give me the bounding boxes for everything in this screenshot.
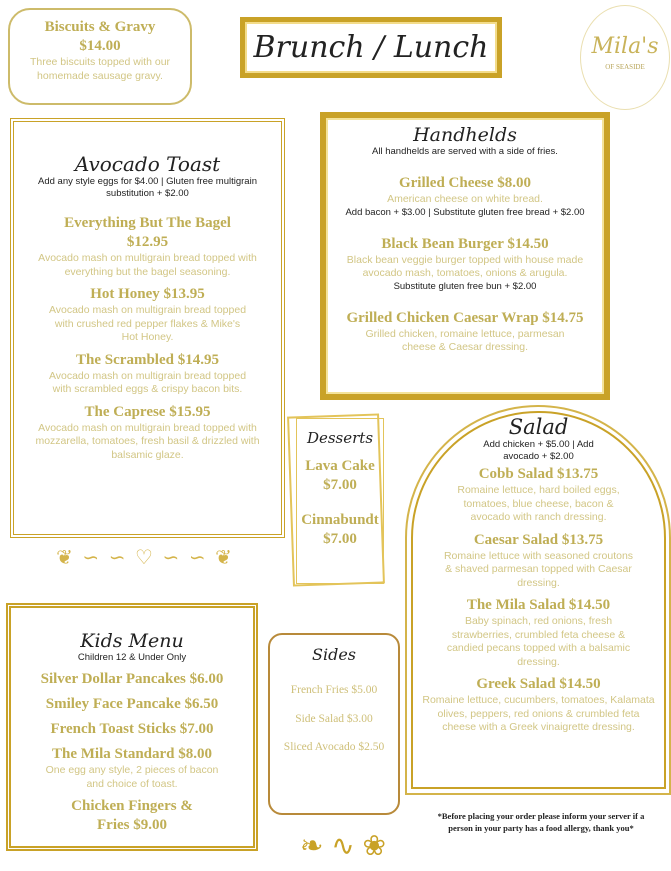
menu-item: Caesar Salad $13.75 Romaine lettuce with seasoned croutons & shaved parmesan topped with Caesar dressing.: [443, 531, 634, 589]
swirl-ornament: ❧ ∿ ❀: [300, 830, 386, 861]
menu-item: Lava Cake $7.00: [305, 458, 375, 493]
logo: Mila's OF SEASIDE: [580, 5, 670, 110]
section-title: Avocado Toast: [74, 152, 221, 176]
menu-item: French Toast Sticks $7.00: [50, 721, 214, 737]
menu-item: The Caprese $15.95 Avocado mash on multigrain bread topped with mozzarella, tomatoes, fresh basil & drizzled with balsamic glaze.: [35, 403, 260, 461]
section-title: Kids Menu: [80, 630, 184, 652]
menu-item: Hot Honey $13.95 Avocado mash on multigrain bread topped with crushed red pepper flakes & Mike's Hot Honey.: [48, 286, 247, 343]
section-title: Sides: [312, 645, 356, 664]
section-note: All handhelds are served with a side of fries.: [372, 146, 558, 157]
menu-item: The Mila Salad $14.50 Baby spinach, red onions, fresh strawberries, crumbled feta cheese & candied pecans topped with a balsamic dressing.: [446, 597, 631, 668]
section-title: Desserts: [306, 429, 374, 447]
menu-item: Chicken Fingers & Fries $9.00: [71, 798, 193, 833]
kids-menu-section: [6, 603, 258, 851]
item-desc: Three biscuits topped with our homemade sausage gravy.: [29, 56, 171, 82]
menu-item: Greek Salad $14.50 Romaine lettuce, cucumbers, tomatoes, Kalamata olives, peppers, red onions & crumbled feta cheese with a Greek vinaigrette dressing.: [422, 676, 655, 733]
section-note: Add chicken + $5.00 | Add avocado + $2.00: [483, 439, 594, 462]
ornament-divider: ❦ ∽ ∽ ♡ ∽ ∽ ❦: [56, 547, 234, 569]
allergy-note: *Before placing your order please inform your server if a person in your party has a food allergy, thank you*: [437, 811, 645, 833]
page-title: Brunch / Lunch: [253, 30, 489, 65]
handhelds-section: [320, 112, 610, 400]
menu-item: Everything But The Bagel $12.95 Avocado mash on multigrain bread topped with everything but the bagel seasoning.: [38, 215, 257, 278]
page-title-box: [240, 17, 502, 78]
menu-item: Black Bean Burger $14.50 Black bean veggie burger topped with house made avocado mash, tomatoes, onions & arugula. Substitute gluten free bun + $2.00: [346, 235, 584, 292]
biscuits-card: [8, 8, 192, 105]
section-note: Add any style eggs for $4.00 | Gluten free multigrain substitution + $2.00: [38, 176, 257, 199]
menu-item: Cinnabundt $7.00: [301, 512, 379, 547]
menu-item: Cobb Salad $13.75 Romaine lettuce, hard boiled eggs, tomatoes, blue cheese, bacon & avocado with ranch dressing.: [457, 466, 620, 523]
menu-item: Smiley Face Pancake $6.50: [45, 696, 219, 712]
section-title: Salad: [508, 415, 569, 439]
side-item: Sliced Avocado $2.50: [283, 741, 385, 753]
item-price: $14.00: [79, 38, 121, 54]
menu-item: Silver Dollar Pancakes $6.00: [40, 671, 224, 687]
section-note: Children 12 & Under Only: [77, 652, 187, 663]
menu-item: The Mila Standard $8.00 One egg any style, 2 pieces of bacon and choice of toast.: [45, 746, 219, 790]
sides-section: [268, 633, 400, 815]
avocado-toast-section: [10, 118, 285, 538]
menu-item: The Scrambled $14.95 Avocado mash on multigrain bread topped with scrambled eggs & crispy bacon bits.: [48, 351, 247, 395]
side-item: Side Salad $3.00: [295, 712, 373, 725]
item-name: Biscuits & Gravy: [44, 19, 156, 35]
menu-item: Grilled Cheese $8.00 American cheese on white bread. Add bacon + $3.00 | Substitute gluten free bread + $2.00: [345, 175, 585, 218]
menu-item: Grilled Chicken Caesar Wrap $14.75 Grilled chicken, romaine lettuce, parmesan cheese & Caesar dressing.: [346, 309, 584, 353]
side-item: French Fries $5.00: [290, 684, 378, 696]
section-title: Handhelds: [413, 124, 517, 146]
